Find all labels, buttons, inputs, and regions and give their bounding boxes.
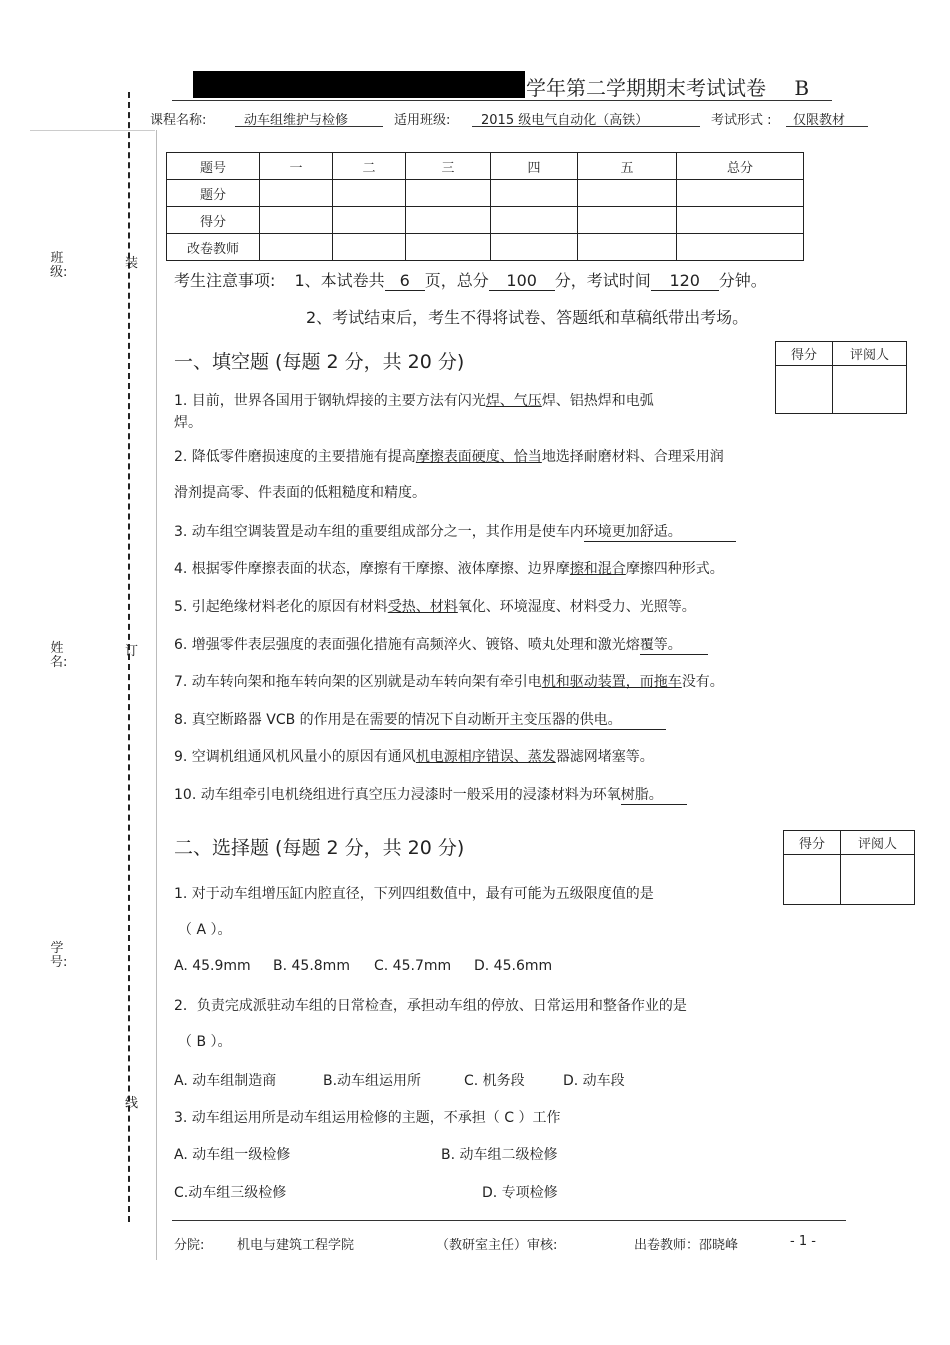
grader-score-cell: [784, 855, 841, 905]
q-text: 3. 动车组空调装置是动车组的重要组成部分之一，其作用是使车内: [174, 524, 584, 540]
score-header-cell: 总分: [677, 153, 804, 180]
q-text: 1. 目前，世界各国用于钢轨焊接的主要方法有闪光: [174, 393, 486, 409]
q-answer: 擦和混合: [569, 561, 626, 577]
course-value: 动车组维护与检修: [244, 113, 349, 128]
s2-q2-option-d: D. 动车段: [563, 1073, 625, 1089]
course-underline: [235, 126, 383, 127]
sidebar-class-label: 班级:: [50, 251, 68, 280]
s2-q2-option-b: B.动车组运用所: [323, 1073, 422, 1089]
q-text: 摩擦四种形式。: [625, 561, 724, 577]
score-cell: [406, 234, 491, 261]
q-text: 7. 动车转向架和拖车转向架的区别就是动车转向架有牵引电: [174, 674, 542, 690]
q-text: 2. 降低零件磨损速度的主要措施有提高: [174, 449, 416, 465]
format-label: 考试形式 :: [711, 113, 772, 128]
score-row-label: 得分: [167, 207, 260, 234]
score-header-cell: 一: [260, 153, 333, 180]
score-cell: [677, 207, 804, 234]
binding-mark-xian: 线: [125, 1096, 139, 1111]
section1-grader-box: [775, 341, 907, 414]
notice-text: 分，考试时间: [554, 271, 651, 290]
s2-q1-option-a: A. 45.9mm: [174, 958, 251, 974]
q-text: 10. 动车组牵引电机绕组进行真空压力浸漆时一般采用的浸漆材料为环氧: [174, 787, 621, 803]
q-answer: 树脂。: [621, 784, 687, 805]
score-cell: [260, 234, 333, 261]
score-cell: [333, 207, 406, 234]
score-cell: [578, 207, 677, 234]
sidebar-name-label: 姓名:: [50, 641, 68, 670]
score-cell: [333, 234, 406, 261]
notice-text: 页，总分: [424, 271, 489, 290]
score-cell: [333, 180, 406, 207]
s1-question-10: [174, 784, 687, 805]
score-cell: [677, 180, 804, 207]
page-number: - 1 -: [790, 1234, 816, 1249]
s2-q3-option-a: A. 动车组一级检修: [174, 1147, 291, 1163]
score-cell: [260, 207, 333, 234]
footer-author: 出卷教师：邵晓峰: [634, 1238, 739, 1253]
score-cell: [491, 234, 578, 261]
score-cell: [491, 207, 578, 234]
score-header-cell: 二: [333, 153, 406, 180]
q-text: 9. 空调机组通风机风量小的原因有通风: [174, 749, 416, 765]
notice-line-2: 2、考试结束后，考生不得将试卷、答题纸和草稿纸带出考场。: [306, 308, 749, 327]
grader-score-label: 得分: [776, 342, 833, 366]
footer-dept-label: 分院:: [174, 1238, 205, 1253]
notice-label: 考生注意事项:: [174, 271, 276, 290]
s1-question-9: [174, 746, 654, 766]
s1-question-8: [174, 709, 666, 730]
score-cell: [406, 207, 491, 234]
format-underline: [786, 126, 868, 127]
q-text: 5. 引起绝缘材料老化的原因有材料: [174, 599, 388, 615]
s2-q1-option-d: D. 45.6mm: [474, 958, 553, 974]
paper-version: B: [794, 76, 810, 100]
grader-name-label: 评阅人: [841, 831, 915, 855]
s2-question-3: 3. 动车组运用所是动车组运用检修的主题，不承担（ C ）工作: [174, 1110, 561, 1126]
footer-dept-value: 机电与建筑工程学院: [237, 1238, 355, 1253]
binding-mark-zhuang: 装: [125, 256, 139, 271]
grader-name-label: 评阅人: [833, 342, 907, 366]
q-answer: 机和驱动装置，而拖车: [541, 674, 682, 690]
score-header-cell: 题号: [167, 153, 260, 180]
score-cell: [578, 234, 677, 261]
class-value: 2015 级电气自动化（高铁）: [481, 113, 649, 128]
score-row-label: 改卷教师: [167, 234, 260, 261]
s1-question-2-cont: 滑剂提高零、件表面的低粗糙度和精度。: [174, 485, 426, 501]
s1-question-1-cont: 焊。: [174, 415, 202, 431]
s1-question-3: [174, 521, 736, 542]
score-cell: [260, 180, 333, 207]
score-header-cell: 四: [491, 153, 578, 180]
grader-name-cell: [841, 855, 915, 905]
grader-score-label: 得分: [784, 831, 841, 855]
footer-review: （教研室主任）审核:: [436, 1238, 558, 1253]
sidebar-id-label: 学号:: [50, 941, 68, 970]
s2-q1-option-b: B. 45.8mm: [273, 958, 350, 974]
q-text: 6. 增强零件表层强度的表面强化措施有高频淬火、镀铬、喷丸处理和激光熔: [174, 637, 640, 653]
binding-mark-ding: 订: [125, 644, 139, 659]
s2-q2-option-c: C. 机务段: [464, 1073, 525, 1089]
score-cell: [677, 234, 804, 261]
section2-title: 二、选择题 (每题 2 分，共 20 分): [174, 837, 465, 859]
s1-question-5: [174, 596, 696, 616]
s2-question-1-answer: （ A ）。: [178, 922, 232, 938]
notice-text: 分钟。: [718, 271, 767, 290]
s2-q3-option-d: D. 专项检修: [482, 1185, 558, 1201]
s1-question-6: [174, 634, 708, 655]
q-text: 4. 根据零件摩擦表面的状态，摩擦有干摩擦、液体摩擦、边界摩: [174, 561, 570, 577]
score-cell: [491, 180, 578, 207]
score-cell: [406, 180, 491, 207]
q-answer: 摩擦表面硬度、恰当: [415, 449, 542, 465]
class-underline: [472, 126, 700, 127]
exam-title: [526, 72, 809, 101]
s2-q3-option-b: B. 动车组二级检修: [441, 1147, 558, 1163]
q-answer: 受热、材料: [387, 599, 458, 615]
course-label: 课程名称:: [150, 113, 207, 128]
q-answer: 机电源相序错误、蒸发: [415, 749, 556, 765]
score-header-cell: 五: [578, 153, 677, 180]
s2-question-2-answer: （ B ）。: [178, 1034, 232, 1050]
section1-title: 一、填空题 (每题 2 分，共 20 分): [174, 351, 465, 373]
score-cell: [578, 180, 677, 207]
q-answer: 覆等。: [640, 634, 708, 655]
format-value: 仅限教材: [793, 113, 846, 128]
grader-name-cell: [833, 366, 907, 414]
s1-question-1: [174, 390, 654, 410]
class-label: 适用班级:: [394, 113, 451, 128]
margin-rule: [30, 130, 155, 131]
s2-q3-option-c: C.动车组三级检修: [174, 1185, 287, 1201]
notice-pages: 6: [385, 271, 425, 291]
s2-q2-option-a: A. 动车组制造商: [174, 1073, 277, 1089]
score-row-label: 题分: [167, 180, 260, 207]
q-text: 没有。: [681, 674, 724, 690]
s1-question-7: [174, 671, 724, 691]
notice-text: 1、本试卷共: [294, 271, 385, 290]
section2-grader-box: [783, 830, 915, 905]
footer-rule: [172, 1220, 846, 1221]
s2-q1-option-c: C. 45.7mm: [374, 958, 452, 974]
exam-title-text: 学年第二学期期末考试试卷: [526, 76, 766, 100]
title-rule: [172, 100, 832, 101]
content-left-rule: [156, 130, 157, 1260]
redacted-school-name: [193, 71, 525, 98]
s1-question-4: [174, 558, 724, 578]
q-answer: 焊、气压: [485, 393, 542, 409]
notice-line-1: [174, 268, 767, 291]
q-answer: 需要的情况下自动断开主变压器的供电。: [370, 709, 666, 730]
q-text: 器滤网堵塞等。: [555, 749, 654, 765]
q-answer: 环境更加舒适。: [584, 521, 736, 542]
notice-total: 100: [489, 271, 555, 291]
s1-question-2: [174, 446, 724, 466]
q-text: 焊、铝热焊和电弧: [541, 393, 654, 409]
q-text: 地选择耐磨材料、合理采用润: [541, 449, 724, 465]
score-header-cell: 三: [406, 153, 491, 180]
s2-question-2: 2．负责完成派驻动车组的日常检查，承担动车组的停放、日常运用和整备作业的是: [174, 998, 687, 1014]
grader-score-cell: [776, 366, 833, 414]
s2-question-1: 1. 对于动车组增压缸内腔直径，下列四组数值中，最有可能为五级限度值的是: [174, 886, 654, 902]
q-text: 氧化、环境湿度、材料受力、光照等。: [457, 599, 696, 615]
q-text: 8. 真空断路器 VCB 的作用是在: [174, 712, 370, 728]
notice-time: 120: [651, 271, 719, 291]
score-table: [166, 152, 804, 261]
